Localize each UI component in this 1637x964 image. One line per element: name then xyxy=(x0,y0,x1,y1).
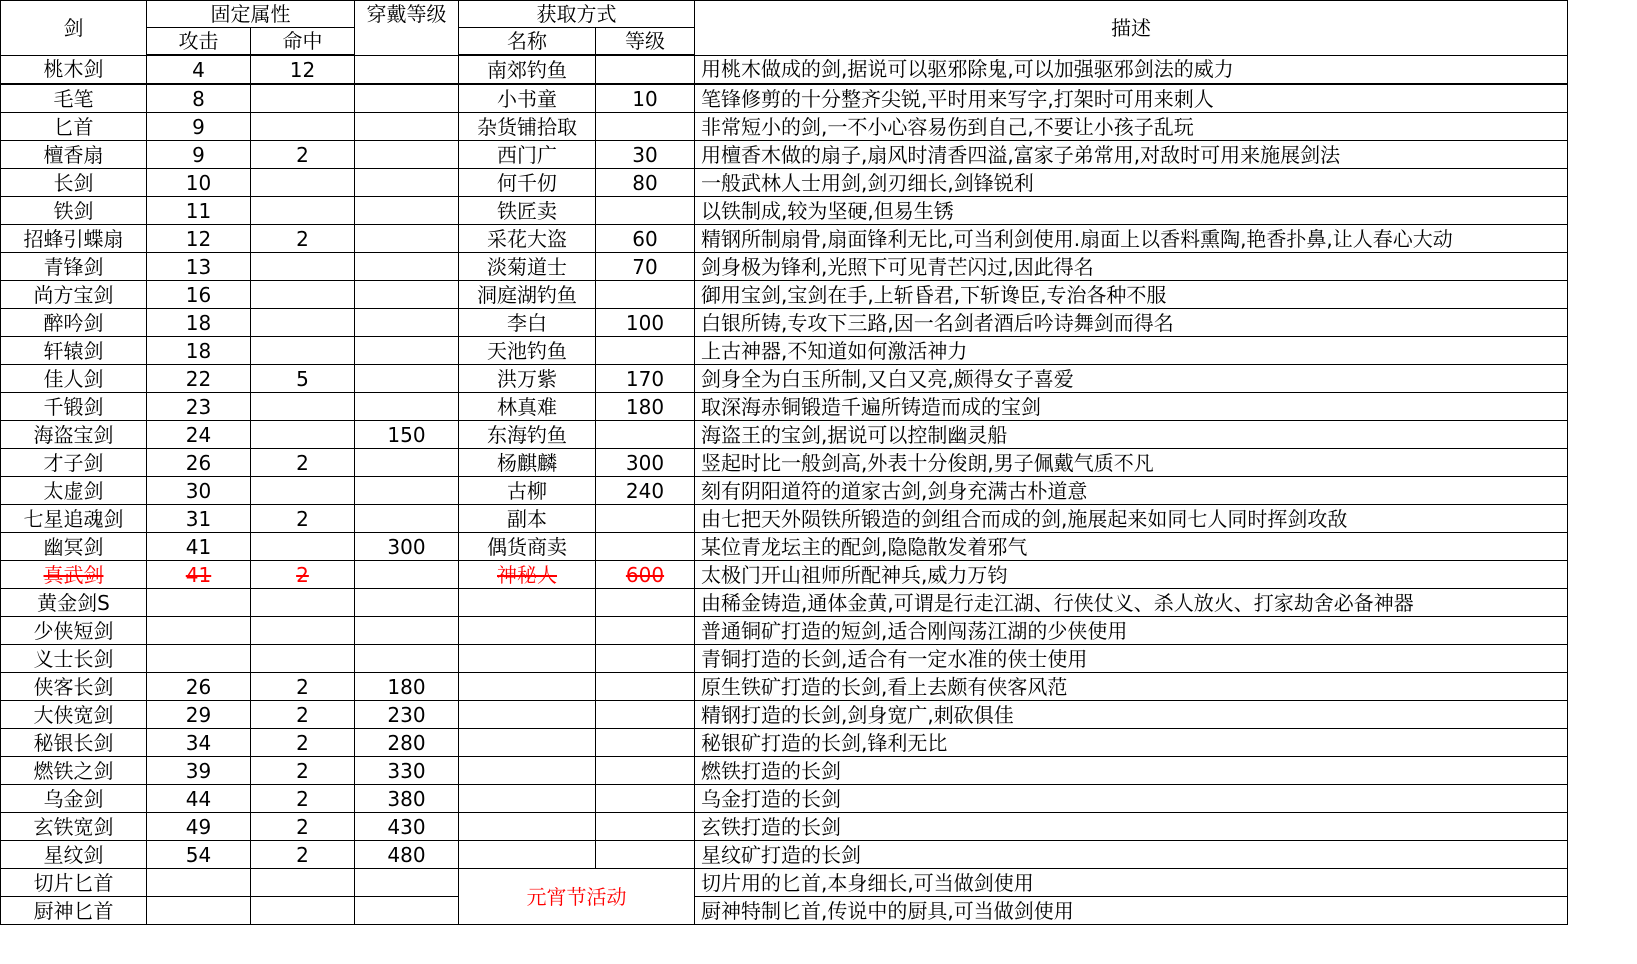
cell-sword[interactable]: 真武剑 xyxy=(1,561,147,589)
table-row xyxy=(1,673,1568,701)
cell-description[interactable]: 精钢打造的长剑,剑身宽广,刺砍俱佳 xyxy=(695,701,1568,729)
cell-sword[interactable]: 少侠短剑 xyxy=(1,617,147,645)
cell-hit[interactable]: 2 xyxy=(251,449,355,477)
cell-hit[interactable] xyxy=(251,309,355,337)
cell-sword[interactable]: 檀香扇 xyxy=(1,141,147,169)
cell-sword[interactable]: 招蜂引蝶扇 xyxy=(1,225,147,253)
cell-attack[interactable]: 23 xyxy=(147,393,251,421)
cell-source[interactable]: 副本 xyxy=(459,505,596,533)
cell-attack[interactable] xyxy=(147,869,251,897)
cell-source[interactable] xyxy=(459,645,596,673)
header-wear-level[interactable]: 穿戴等级 xyxy=(355,1,459,56)
cell-level[interactable] xyxy=(596,645,695,673)
cell-sword[interactable]: 才子剑 xyxy=(1,449,147,477)
cell-source[interactable]: 何千仞 xyxy=(459,169,596,197)
cell-level[interactable]: 30 xyxy=(596,141,695,169)
cell-hit[interactable] xyxy=(251,421,355,449)
cell-description[interactable]: 用桃木做成的剑,据说可以驱邪除鬼,可以加强驱邪剑法的威力 xyxy=(695,55,1568,84)
cell-description[interactable]: 由七把天外陨铁所锻造的剑组合而成的剑,施展起来如同七人同时挥剑攻敌 xyxy=(695,505,1568,533)
cell-attack[interactable]: 12 xyxy=(147,225,251,253)
cell-description[interactable]: 刻有阴阳道符的道家古剑,剑身充满古朴道意 xyxy=(695,477,1568,505)
cell-description[interactable]: 青铜打造的长剑,适合有一定水准的侠士使用 xyxy=(695,645,1568,673)
cell-hit[interactable]: 2 xyxy=(251,785,355,813)
cell-description[interactable]: 竖起时比一般剑高,外表十分俊朗,男子佩戴气质不凡 xyxy=(695,449,1568,477)
header-level[interactable]: 等级 xyxy=(596,28,695,56)
cell-attack[interactable]: 31 xyxy=(147,505,251,533)
cell-attack[interactable]: 29 xyxy=(147,701,251,729)
cell-wear-level[interactable] xyxy=(355,55,459,84)
cell-level[interactable] xyxy=(596,421,695,449)
cell-hit[interactable] xyxy=(251,869,355,897)
cell-level[interactable] xyxy=(596,757,695,785)
cell-description[interactable]: 原生铁矿打造的长剑,看上去颇有侠客风范 xyxy=(695,673,1568,701)
cell-attack[interactable]: 16 xyxy=(147,281,251,309)
cell-attack[interactable]: 13 xyxy=(147,253,251,281)
cell-sword[interactable]: 幽冥剑 xyxy=(1,533,147,561)
cell-attack[interactable]: 30 xyxy=(147,477,251,505)
table-row xyxy=(1,813,1568,841)
table-row xyxy=(1,253,1568,281)
cell-level[interactable] xyxy=(596,701,695,729)
cell-attack[interactable]: 10 xyxy=(147,169,251,197)
cell-attack[interactable]: 24 xyxy=(147,421,251,449)
cell-level[interactable] xyxy=(596,589,695,617)
cell-wear-level[interactable]: 430 xyxy=(355,813,459,841)
cell-attack[interactable]: 9 xyxy=(147,113,251,141)
cell-wear-level[interactable] xyxy=(355,897,459,925)
cell-attack[interactable]: 54 xyxy=(147,841,251,869)
table-row xyxy=(1,393,1568,421)
cell-attack[interactable]: 18 xyxy=(147,309,251,337)
cell-attack[interactable]: 4 xyxy=(147,55,251,84)
table-row xyxy=(1,421,1568,449)
cell-description[interactable]: 御用宝剑,宝剑在手,上斩昏君,下斩谗臣,专治各种不服 xyxy=(695,281,1568,309)
cell-attack[interactable]: 26 xyxy=(147,449,251,477)
cell-sword[interactable]: 秘银长剑 xyxy=(1,729,147,757)
cell-hit[interactable] xyxy=(251,617,355,645)
cell-attack[interactable] xyxy=(147,617,251,645)
cell-description[interactable]: 上古神器,不知道如何激活神力 xyxy=(695,337,1568,365)
cell-wear-level[interactable] xyxy=(355,225,459,253)
cell-source[interactable]: 洪万紫 xyxy=(459,365,596,393)
cell-wear-level[interactable]: 330 xyxy=(355,757,459,785)
cell-description[interactable]: 以铁制成,较为坚硬,但易生锈 xyxy=(695,197,1568,225)
cell-sword[interactable]: 义士长剑 xyxy=(1,645,147,673)
cell-wear-level[interactable]: 280 xyxy=(355,729,459,757)
table-row xyxy=(1,225,1568,253)
cell-description[interactable]: 秘银矿打造的长剑,锋利无比 xyxy=(695,729,1568,757)
cell-level[interactable] xyxy=(596,533,695,561)
cell-attack[interactable]: 41 xyxy=(147,533,251,561)
cell-wear-level[interactable]: 180 xyxy=(355,673,459,701)
cell-source[interactable] xyxy=(459,813,596,841)
table-row xyxy=(1,617,1568,645)
cell-wear-level[interactable] xyxy=(355,505,459,533)
cell-sword[interactable]: 毛笔 xyxy=(1,84,147,113)
cell-description[interactable]: 切片用的匕首,本身细长,可当做剑使用 xyxy=(695,869,1568,897)
cell-sword[interactable]: 尚方宝剑 xyxy=(1,281,147,309)
table-row xyxy=(1,84,1568,113)
cell-source[interactable] xyxy=(459,785,596,813)
cell-description[interactable]: 剑身全为白玉所制,又白又亮,颇得女子喜爱 xyxy=(695,365,1568,393)
cell-source[interactable] xyxy=(459,673,596,701)
cell-hit[interactable]: 12 xyxy=(251,55,355,84)
cell-sword[interactable]: 大侠宽剑 xyxy=(1,701,147,729)
cell-level[interactable] xyxy=(596,673,695,701)
table-row xyxy=(1,785,1568,813)
cell-attack[interactable]: 18 xyxy=(147,337,251,365)
cell-level[interactable]: 170 xyxy=(596,365,695,393)
table-row xyxy=(1,841,1568,869)
cell-source[interactable] xyxy=(459,841,596,869)
cell-sword[interactable]: 海盗宝剑 xyxy=(1,421,147,449)
cell-description[interactable]: 燃铁打造的长剑 xyxy=(695,757,1568,785)
cell-wear-level[interactable]: 300 xyxy=(355,533,459,561)
cell-description[interactable]: 剑身极为锋利,光照下可见青芒闪过,因此得名 xyxy=(695,253,1568,281)
cell-level[interactable] xyxy=(596,841,695,869)
cell-description[interactable]: 由稀金铸造,通体金黄,可谓是行走江湖、行侠仗义、杀人放火、打家劫舍必备神器 xyxy=(695,589,1568,617)
cell-description[interactable]: 白银所铸,专攻下三路,因一名剑者酒后吟诗舞剑而得名 xyxy=(695,309,1568,337)
cell-sword[interactable]: 千锻剑 xyxy=(1,393,147,421)
table-row xyxy=(1,869,1568,897)
table-row xyxy=(1,701,1568,729)
cell-sword[interactable]: 轩辕剑 xyxy=(1,337,147,365)
cell-sword[interactable]: 桃木剑 xyxy=(1,55,147,84)
cell-sword[interactable]: 玄铁宽剑 xyxy=(1,813,147,841)
cell-hit[interactable]: 2 xyxy=(251,841,355,869)
cell-hit[interactable]: 2 xyxy=(251,225,355,253)
cell-hit[interactable] xyxy=(251,281,355,309)
cell-wear-level[interactable] xyxy=(355,869,459,897)
cell-wear-level[interactable] xyxy=(355,617,459,645)
cell-sword[interactable]: 星纹剑 xyxy=(1,841,147,869)
cell-source[interactable]: 杂货铺拾取 xyxy=(459,113,596,141)
cell-sword[interactable]: 铁剑 xyxy=(1,197,147,225)
header-sword[interactable]: 剑 xyxy=(1,1,147,56)
header-hit[interactable]: 命中 xyxy=(251,28,355,56)
table-row xyxy=(1,505,1568,533)
cell-hit[interactable] xyxy=(251,253,355,281)
cell-hit[interactable]: 2 xyxy=(251,673,355,701)
cell-wear-level[interactable]: 150 xyxy=(355,421,459,449)
cell-level[interactable]: 600 xyxy=(596,561,695,589)
cell-attack[interactable]: 44 xyxy=(147,785,251,813)
table-row xyxy=(1,449,1568,477)
cell-sword[interactable]: 青锋剑 xyxy=(1,253,147,281)
cell-level[interactable]: 80 xyxy=(596,169,695,197)
cell-hit[interactable]: 2 xyxy=(251,729,355,757)
cell-level[interactable]: 10 xyxy=(596,84,695,113)
cell-source[interactable]: 古柳 xyxy=(459,477,596,505)
cell-source[interactable] xyxy=(459,617,596,645)
cell-source[interactable]: 洞庭湖钓鱼 xyxy=(459,281,596,309)
cell-source[interactable]: 采花大盗 xyxy=(459,225,596,253)
cell-attack[interactable]: 9 xyxy=(147,141,251,169)
cell-source[interactable]: 东海钓鱼 xyxy=(459,421,596,449)
table-row xyxy=(1,897,1568,925)
cell-source[interactable]: 西门广 xyxy=(459,141,596,169)
cell-hit[interactable]: 2 xyxy=(251,757,355,785)
table-row xyxy=(1,365,1568,393)
header-attack[interactable]: 攻击 xyxy=(147,28,251,56)
cell-wear-level[interactable] xyxy=(355,393,459,421)
cell-hit[interactable]: 2 xyxy=(251,141,355,169)
cell-level[interactable]: 240 xyxy=(596,477,695,505)
cell-attack[interactable]: 34 xyxy=(147,729,251,757)
cell-sword[interactable]: 厨神匕首 xyxy=(1,897,147,925)
cell-sword[interactable]: 七星追魂剑 xyxy=(1,505,147,533)
cell-sword[interactable]: 醉吟剑 xyxy=(1,309,147,337)
cell-hit[interactable] xyxy=(251,645,355,673)
cell-wear-level[interactable] xyxy=(355,113,459,141)
cell-level[interactable] xyxy=(596,813,695,841)
cell-attack[interactable] xyxy=(147,645,251,673)
cell-hit[interactable] xyxy=(251,197,355,225)
cell-description[interactable]: 非常短小的剑,一不小心容易伤到自己,不要让小孩子乱玩 xyxy=(695,113,1568,141)
cell-attack[interactable]: 41 xyxy=(147,561,251,589)
cell-source[interactable] xyxy=(459,729,596,757)
cell-source[interactable] xyxy=(459,589,596,617)
cell-source[interactable]: 李白 xyxy=(459,309,596,337)
cell-wear-level[interactable] xyxy=(355,281,459,309)
cell-description[interactable]: 太极门开山祖师所配神兵,威力万钧 xyxy=(695,561,1568,589)
cell-source[interactable]: 杨麒麟 xyxy=(459,449,596,477)
cell-description[interactable]: 笔锋修剪的十分整齐尖锐,平时用来写字,打架时可用来刺人 xyxy=(695,84,1568,113)
cell-level[interactable] xyxy=(596,197,695,225)
cell-description[interactable]: 厨神特制匕首,传说中的厨具,可当做剑使用 xyxy=(695,897,1568,925)
cell-wear-level[interactable] xyxy=(355,589,459,617)
cell-level[interactable]: 180 xyxy=(596,393,695,421)
cell-hit[interactable] xyxy=(251,84,355,113)
cell-level[interactable]: 300 xyxy=(596,449,695,477)
cell-description[interactable]: 一般武林人士用剑,剑刃细长,剑锋锐利 xyxy=(695,169,1568,197)
cell-hit[interactable]: 5 xyxy=(251,365,355,393)
cell-source[interactable]: 天池钓鱼 xyxy=(459,337,596,365)
table-row xyxy=(1,477,1568,505)
cell-sword[interactable]: 乌金剑 xyxy=(1,785,147,813)
table-row xyxy=(1,169,1568,197)
cell-description[interactable]: 乌金打造的长剑 xyxy=(695,785,1568,813)
table-row xyxy=(1,281,1568,309)
cell-level[interactable]: 70 xyxy=(596,253,695,281)
cell-sword[interactable]: 长剑 xyxy=(1,169,147,197)
cell-hit[interactable] xyxy=(251,393,355,421)
cell-description[interactable]: 星纹矿打造的长剑 xyxy=(695,841,1568,869)
cell-attack[interactable] xyxy=(147,897,251,925)
cell-attack[interactable]: 8 xyxy=(147,84,251,113)
cell-source[interactable] xyxy=(459,701,596,729)
cell-level[interactable] xyxy=(596,55,695,84)
cell-source[interactable] xyxy=(459,757,596,785)
cell-source[interactable]: 林真难 xyxy=(459,393,596,421)
cell-hit[interactable] xyxy=(251,113,355,141)
cell-hit[interactable]: 2 xyxy=(251,813,355,841)
cell-source[interactable]: 铁匠卖 xyxy=(459,197,596,225)
table-row xyxy=(1,757,1568,785)
cell-source[interactable]: 南郊钓鱼 xyxy=(459,55,596,84)
cell-wear-level[interactable] xyxy=(355,449,459,477)
cell-wear-level[interactable]: 230 xyxy=(355,701,459,729)
cell-attack[interactable]: 22 xyxy=(147,365,251,393)
cell-source-event[interactable]: 元宵节活动 xyxy=(459,869,695,925)
cell-source[interactable]: 神秘人 xyxy=(459,561,596,589)
cell-wear-level[interactable] xyxy=(355,197,459,225)
cell-sword[interactable]: 侠客长剑 xyxy=(1,673,147,701)
cell-attack[interactable] xyxy=(147,589,251,617)
cell-sword[interactable]: 太虚剑 xyxy=(1,477,147,505)
table-row xyxy=(1,141,1568,169)
header-description[interactable]: 描述 xyxy=(695,1,1568,56)
cell-source[interactable]: 淡菊道士 xyxy=(459,253,596,281)
table-row xyxy=(1,589,1568,617)
cell-wear-level[interactable] xyxy=(355,561,459,589)
cell-level[interactable] xyxy=(596,785,695,813)
table-row xyxy=(1,113,1568,141)
cell-level[interactable] xyxy=(596,113,695,141)
cell-hit[interactable]: 2 xyxy=(251,701,355,729)
cell-hit[interactable] xyxy=(251,533,355,561)
cell-source[interactable]: 小书童 xyxy=(459,84,596,113)
cell-hit[interactable] xyxy=(251,169,355,197)
header-fixed-attr[interactable]: 固定属性 xyxy=(147,1,355,28)
cell-wear-level[interactable] xyxy=(355,141,459,169)
table-row xyxy=(1,309,1568,337)
cell-hit[interactable] xyxy=(251,897,355,925)
cell-hit[interactable]: 2 xyxy=(251,561,355,589)
cell-level[interactable] xyxy=(596,281,695,309)
cell-level[interactable] xyxy=(596,729,695,757)
header-obtain[interactable]: 获取方式 xyxy=(459,1,695,28)
table-row xyxy=(1,645,1568,673)
cell-attack[interactable]: 11 xyxy=(147,197,251,225)
table-row xyxy=(1,55,1568,84)
cell-description[interactable]: 玄铁打造的长剑 xyxy=(695,813,1568,841)
cell-wear-level[interactable] xyxy=(355,169,459,197)
cell-level[interactable]: 60 xyxy=(596,225,695,253)
cell-description[interactable]: 某位青龙坛主的配剑,隐隐散发着邪气 xyxy=(695,533,1568,561)
cell-description[interactable]: 取深海赤铜锻造千遍所铸造而成的宝剑 xyxy=(695,393,1568,421)
cell-attack[interactable]: 49 xyxy=(147,813,251,841)
cell-wear-level[interactable] xyxy=(355,253,459,281)
cell-description[interactable]: 用檀香木做的扇子,扇风时清香四溢,富家子弟常用,对敌时可用来施展剑法 xyxy=(695,141,1568,169)
header-name[interactable]: 名称 xyxy=(459,28,596,56)
cell-wear-level[interactable]: 380 xyxy=(355,785,459,813)
table-row xyxy=(1,729,1568,757)
table-row xyxy=(1,561,1568,589)
cell-wear-level[interactable] xyxy=(355,337,459,365)
cell-sword[interactable]: 黄金剑S xyxy=(1,589,147,617)
cell-description[interactable]: 海盗王的宝剑,据说可以控制幽灵船 xyxy=(695,421,1568,449)
cell-hit[interactable]: 2 xyxy=(251,505,355,533)
table-row xyxy=(1,533,1568,561)
cell-level[interactable] xyxy=(596,337,695,365)
cell-sword[interactable]: 燃铁之剑 xyxy=(1,757,147,785)
cell-wear-level[interactable] xyxy=(355,477,459,505)
cell-hit[interactable] xyxy=(251,337,355,365)
cell-wear-level[interactable] xyxy=(355,84,459,113)
table-row xyxy=(1,197,1568,225)
cell-attack[interactable]: 26 xyxy=(147,673,251,701)
cell-hit[interactable] xyxy=(251,477,355,505)
cell-level[interactable] xyxy=(596,617,695,645)
cell-sword[interactable]: 匕首 xyxy=(1,113,147,141)
cell-sword[interactable]: 切片匕首 xyxy=(1,869,147,897)
cell-level[interactable] xyxy=(596,505,695,533)
cell-source[interactable]: 偶货商卖 xyxy=(459,533,596,561)
cell-attack[interactable]: 39 xyxy=(147,757,251,785)
cell-level[interactable]: 100 xyxy=(596,309,695,337)
table-row xyxy=(1,337,1568,365)
cell-wear-level[interactable] xyxy=(355,309,459,337)
cell-description[interactable]: 普通铜矿打造的短剑,适合刚闯荡江湖的少侠使用 xyxy=(695,617,1568,645)
cell-description[interactable]: 精钢所制扇骨,扇面锋利无比,可当利剑使用.扇面上以香料熏陶,艳香扑鼻,让人春心大动 xyxy=(695,225,1568,253)
cell-wear-level[interactable] xyxy=(355,645,459,673)
cell-wear-level[interactable]: 480 xyxy=(355,841,459,869)
cell-sword[interactable]: 佳人剑 xyxy=(1,365,147,393)
cell-wear-level[interactable] xyxy=(355,365,459,393)
cell-hit[interactable] xyxy=(251,589,355,617)
